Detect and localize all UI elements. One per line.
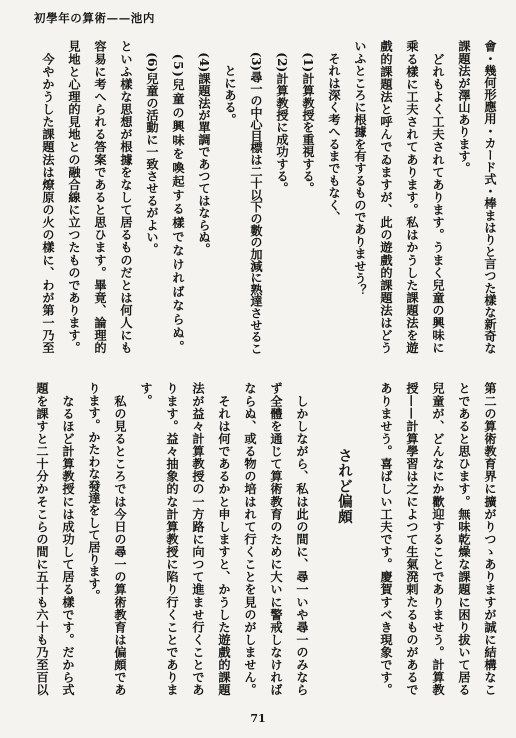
text-column: 第二の算術教育界に擴がりつゝありますが誠に結構なこ (483, 382, 497, 696)
text-column: ります。かたわな發達をして居ります。 (87, 382, 101, 602)
lower-text-block (29, 382, 503, 696)
text-column: 戲的課題法と呼んでゐますが、此の遊戲的課題法はどう (379, 40, 393, 354)
text-column: 乘る樣に工夫されてあります。私はかうした課題法を遊 (405, 40, 419, 354)
text-column: 私の見るところでは今日の尋一の算術教育は偏頗であ (113, 382, 127, 696)
list-item: (1)計算教授を重視する。 (301, 40, 315, 195)
text-column: ありませう。喜ばしい工夫です。慶賀すべき現象です。 (379, 382, 393, 696)
list-item: (4)課題法が單調であつてはならぬ。 (197, 40, 211, 256)
running-header: 初學年の算術——池内 (34, 11, 155, 25)
text-column: 容易に考へられる答案であると思ひます。畢竟、論理的 (93, 40, 107, 354)
list-item: (5)兒童の興味を喚起する樣でなければならぬ。 (171, 40, 185, 354)
text-column: す。 (139, 382, 153, 407)
text-column: ります。益々抽象的な計算教授に陷り行くことでありま (165, 382, 179, 696)
text-column: それは深く考へるまでもなく、 (327, 40, 341, 223)
list-item: (6)兒童の活動に一致させるがよい。 (145, 40, 159, 256)
text-column: 授——計算學習は之によつて生氣溌剌たるものがあるで (405, 382, 419, 696)
text-column: とであると思ひます。無味乾燥な課題に困り拔いて居る (457, 382, 471, 696)
text-column: 兒童が、どんなにか歡迎することでありませう。計算教 (431, 382, 445, 696)
text-column: といふ樣な思想が根據をなして居るものだとは何人にも (119, 40, 133, 354)
text-column: それは何であるかと申しますと、かうした遊戲的課題 (217, 382, 231, 696)
list-item: とにある。 (223, 40, 237, 126)
text-column: しかしながら、私は此の間に、尋一いや尋一のみなら (295, 382, 309, 696)
text-column: なるほど計算教授には成功して居る樣です。だから式 (61, 382, 75, 696)
text-column: 會・幾何形應用・カード式・棒まはりと言つた樣な新奇な (483, 40, 497, 354)
section-heading: されど偏頗 (336, 448, 353, 525)
list-item: (3)尋一の中心目標は二十以下の數の加減に熟達させるこ (249, 40, 263, 354)
list-item: (2)計算教授に成功する。 (275, 40, 289, 195)
text-column: 法が益々計算教授の一方路に向つて進ませ行くことであ (191, 382, 205, 696)
text-column: いふところに根據を有するものでありませう？ (353, 40, 367, 297)
page-number: 71 (250, 712, 266, 725)
upper-text-block (35, 40, 503, 354)
text-column: どれもよく工夫されてあります。うまく兒童の興味に (431, 40, 445, 354)
text-column: ず全體を通じて算術教育のために大いに警戒しなければ (269, 382, 283, 696)
text-column: 課題法が澤山あります。 (457, 40, 471, 175)
text-column: 今やかうした課題法は燎原の火の樣に、わが第一乃至 (41, 40, 55, 354)
text-column: 見地と心理的見地との融合線に立つたものであります。 (67, 40, 81, 354)
text-column: 題を課すと二十分かそこらの間に五十も六十も乃至百以 (35, 382, 49, 696)
text-column: ならぬ、或る物の培はれて行くことを見のがしません。 (243, 382, 257, 696)
